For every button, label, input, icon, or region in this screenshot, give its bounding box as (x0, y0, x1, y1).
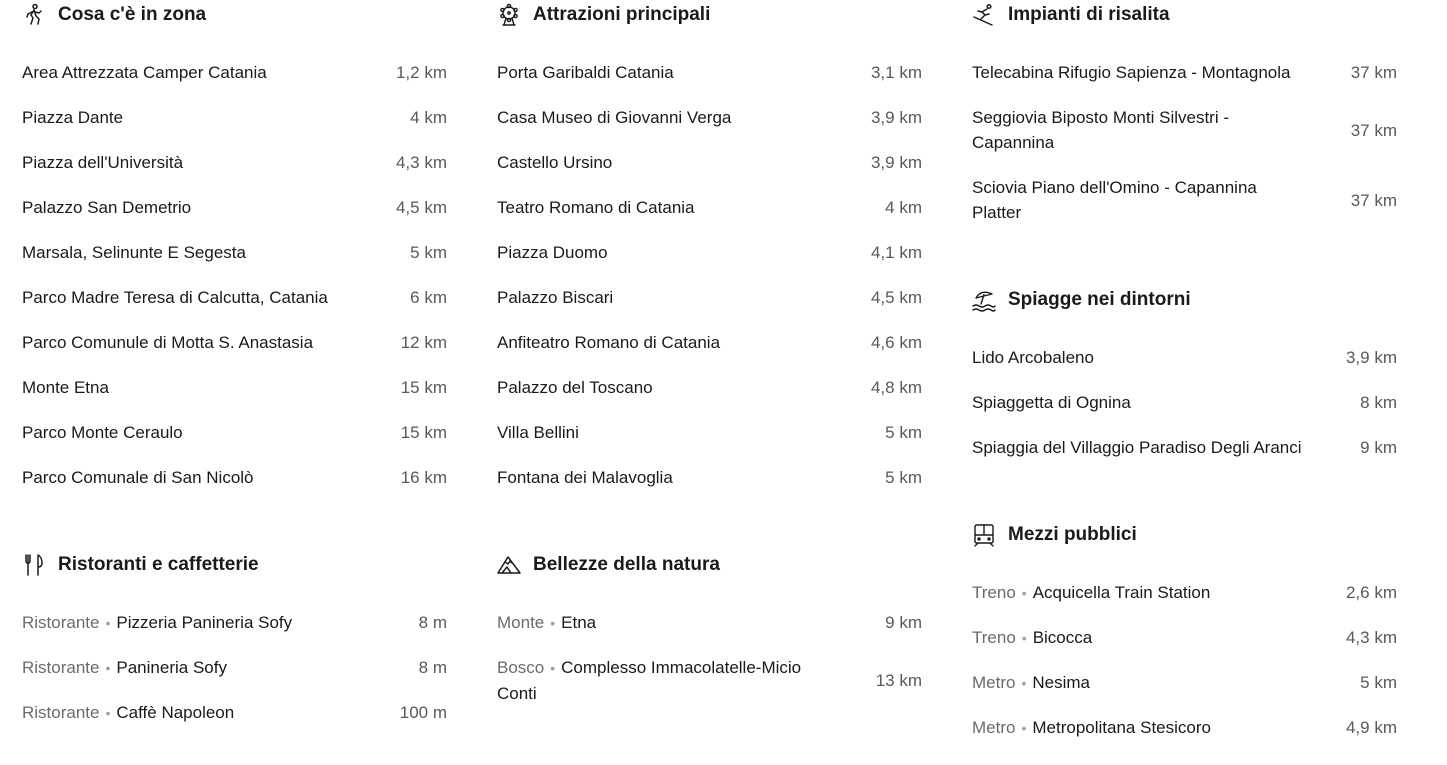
category-label: Ristorante (22, 612, 100, 632)
section-header (972, 520, 1397, 550)
nature-list (497, 600, 922, 715)
category-label: Ristorante (22, 657, 100, 677)
list-item: Porta Garibaldi Catania 3,1 km (497, 63, 922, 82)
list-item: Parco Monte Ceraulo 15 km (22, 423, 447, 442)
category-label: Metro (972, 717, 1016, 737)
separator-dot: • (105, 659, 111, 676)
section-attractions (497, 0, 922, 487)
lifts-list (972, 50, 1397, 235)
category-label: Monte (497, 612, 545, 632)
list-item: Bosco • Complesso Immacolatelle-Micio Conti 13 km (497, 657, 922, 703)
attractions-list (497, 50, 922, 500)
list-item: Lido Arcobaleno 3,9 km (972, 348, 1397, 367)
list-item: Parco Comunale di San Nicolò 16 km (22, 468, 447, 487)
place-name: Pizzeria Panineria Sofy (116, 612, 293, 632)
category-label: Metro (972, 672, 1016, 692)
section-title: Cosa c'è in zona (58, 4, 207, 25)
ferris-wheel-icon (497, 3, 521, 27)
list-item: Spiaggetta di Ognina 8 km (972, 393, 1397, 412)
separator-dot: • (1021, 584, 1027, 601)
list-item: Telecabina Rifugio Sapienza - Montagnola 37 km (972, 63, 1397, 82)
list-item: Spiaggia del Villaggio Paradiso Degli Aranci 9 km (972, 438, 1397, 457)
list-item: Parco Madre Teresa di Calcutta, Catania 6 km (22, 288, 447, 307)
list-item: Sciovia Piano dell'Omino - Capannina Platter 37 km (972, 178, 1397, 222)
nearby-list (22, 50, 447, 500)
category-label: Treno (972, 582, 1016, 602)
beach-umbrella-icon (972, 288, 996, 312)
list-item: Piazza dell'Università 4,3 km (22, 153, 447, 172)
place-name: Nesima (1032, 672, 1090, 692)
section-title: Impianti di risalita (1008, 4, 1170, 25)
section-nature (497, 550, 922, 703)
place-name: Metropolitana Stesicoro (1032, 717, 1211, 737)
place-name: Panineria Sofy (116, 657, 227, 677)
separator-dot: • (1021, 719, 1027, 736)
section-title: Mezzi pubblici (1008, 524, 1137, 545)
category-label: Ristorante (22, 702, 100, 722)
list-item: Treno • Acquicella Train Station 2,6 km (972, 582, 1397, 602)
separator-dot: • (105, 704, 111, 721)
list-item: Piazza Dante 4 km (22, 108, 447, 127)
list-item: Treno • Bicocca 4,3 km (972, 627, 1397, 647)
section-header (497, 0, 922, 30)
list-item: Area Attrezzata Camper Catania 1,2 km (22, 63, 447, 82)
list-item: Seggiovia Biposto Monti Silvestri - Capannina 37 km (972, 108, 1397, 152)
list-item: Fontana dei Malavoglia 5 km (497, 468, 922, 487)
list-item: Marsala, Selinunte E Segesta 5 km (22, 243, 447, 262)
separator-dot: • (105, 614, 111, 631)
place-name: Bicocca (1032, 627, 1093, 647)
list-item: Palazzo Biscari 4,5 km (497, 288, 922, 307)
separator-dot: • (1021, 629, 1027, 646)
section-beaches (972, 285, 1397, 457)
list-item: Ristorante • Panineria Sofy 8 m (22, 657, 447, 677)
restaurants-list (22, 600, 447, 735)
skier-icon (972, 3, 996, 27)
section-lifts (972, 0, 1397, 222)
list-item: Castello Ursino 3,9 km (497, 153, 922, 172)
beaches-list (972, 335, 1397, 470)
list-item: Metro • Nesima 5 km (972, 672, 1397, 692)
list-item: Anfiteatro Romano di Catania 4,6 km (497, 333, 922, 352)
list-item: Teatro Romano di Catania 4 km (497, 198, 922, 217)
list-item: Villa Bellini 5 km (497, 423, 922, 442)
list-item: Piazza Duomo 4,1 km (497, 243, 922, 262)
walking-person-icon (22, 3, 46, 27)
fork-knife-icon (22, 553, 46, 577)
transport-list (972, 570, 1397, 750)
list-item: Metro • Metropolitana Stesicoro 4,9 km (972, 717, 1397, 737)
section-transport (972, 520, 1397, 737)
list-item: Monte • Etna 9 km (497, 612, 922, 632)
section-header (22, 0, 447, 30)
train-icon (972, 523, 996, 547)
list-item: Casa Museo di Giovanni Verga 3,9 km (497, 108, 922, 127)
section-title: Spiagge nei dintorni (1008, 289, 1191, 310)
section-title: Attrazioni principali (533, 4, 711, 25)
section-header (22, 550, 447, 580)
section-restaurants (22, 550, 447, 722)
list-item: Parco Comunule di Motta S. Anastasia 12 km (22, 333, 447, 352)
separator-dot: • (1021, 674, 1027, 691)
category-label: Treno (972, 627, 1016, 647)
category-label: Bosco (497, 657, 545, 677)
section-header (497, 550, 922, 580)
section-nearby (22, 0, 447, 487)
list-item: Monte Etna 15 km (22, 378, 447, 397)
list-item: Palazzo del Toscano 4,8 km (497, 378, 922, 397)
section-header (972, 0, 1397, 30)
place-name: Etna (561, 612, 597, 632)
section-header (972, 285, 1397, 315)
section-title: Ristoranti e caffetterie (58, 554, 259, 575)
separator-dot: • (550, 614, 556, 631)
section-title: Bellezze della natura (533, 554, 720, 575)
separator-dot: • (550, 659, 556, 676)
place-name: Caffè Napoleon (116, 702, 235, 722)
place-name: Acquicella Train Station (1032, 582, 1211, 602)
mountain-icon (497, 553, 521, 577)
place-name: Complesso Immacolatelle-Micio Conti (497, 657, 802, 703)
list-item: Ristorante • Caffè Napoleon 100 m (22, 702, 447, 722)
list-item: Ristorante • Pizzeria Panineria Sofy 8 m (22, 612, 447, 632)
list-item: Palazzo San Demetrio 4,5 km (22, 198, 447, 217)
